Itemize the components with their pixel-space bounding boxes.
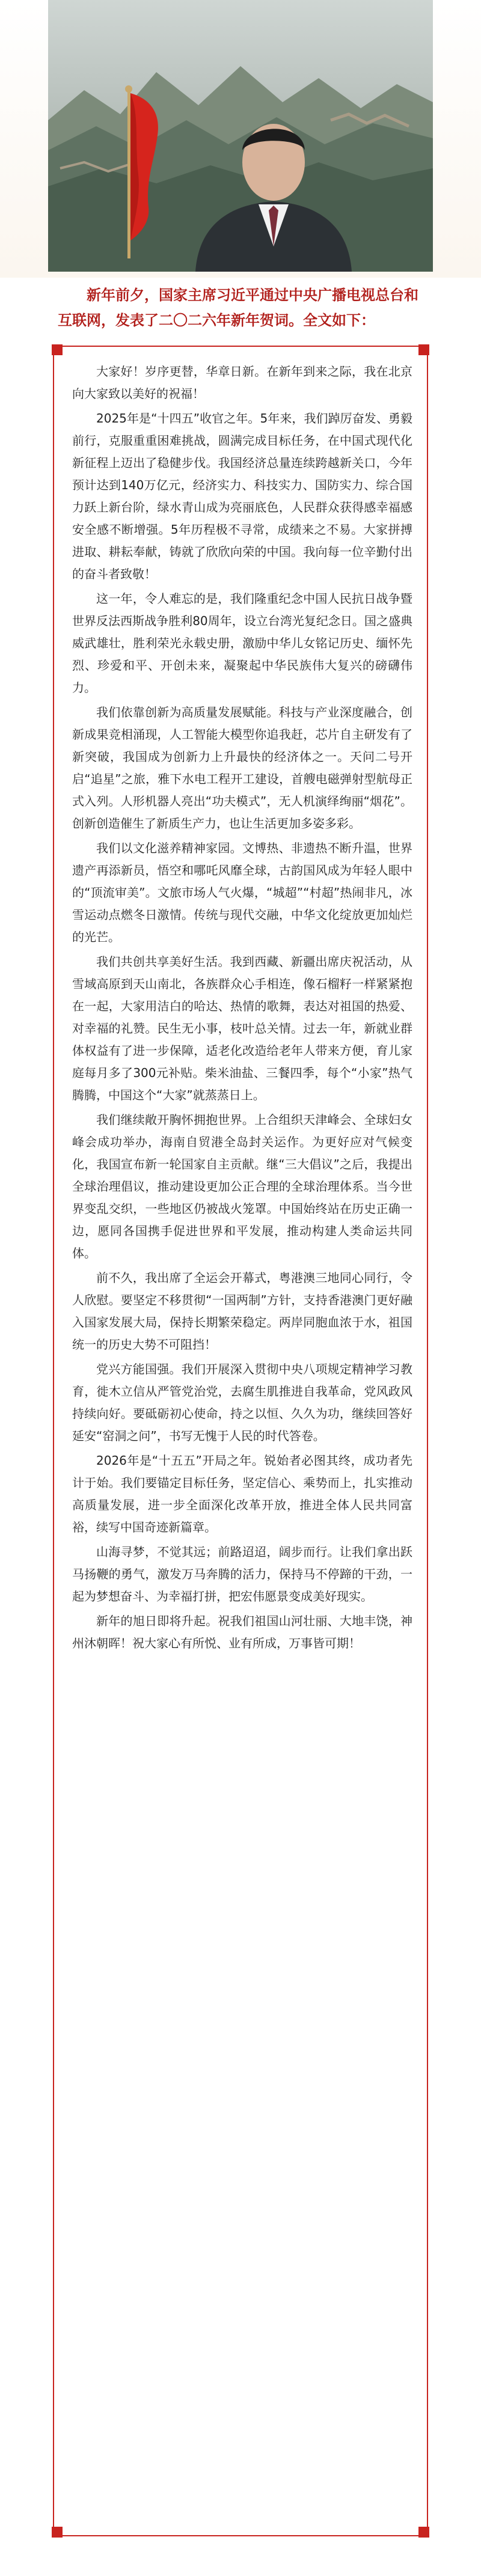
article-paragraph: 我们以文化滋养精神家园。文博热、非遗热不断升温，世界遗产再添新员，悟空和哪吒风靡全球，古韵国风成为年轻人眼中的“顶流审美”。文旅市场人气火爆，“城超”“村超”热闹非凡，冰雪运动点燃冬日激情。传统与现代交融，中华文化绽放更加灿烂的光芒。 xyxy=(72,841,412,944)
frame-corner-decoration xyxy=(52,2527,63,2538)
article-paragraph: 前不久，我出席了全运会开幕式，粤港澳三地同心同行，令人欣慰。要坚定不移贯彻“一国两制”方针，支持香港澳门更好融入国家发展大局，保持长期繁荣稳定。两岸同胞血浓于水，祖国统一的历史大势不可阻挡！ xyxy=(72,1271,412,1352)
greeting-photo xyxy=(48,0,433,272)
article-paragraph: 山海寻梦，不觉其远；前路迢迢，阔步而行。让我们拿出跃马扬鞭的勇气，激发万马奔腾的活力，保持马不停蹄的干劲，一起为梦想奋斗、为幸福打拼，把宏伟愿景变成美好现实。 xyxy=(72,1545,412,1604)
article-paragraph: 新年的旭日即将升起。祝我们祖国山河壮丽、大地丰饶，神州沐朝晖！祝大家心有所悦、业有所成，万事皆可期！ xyxy=(72,1614,412,1650)
frame-corner-decoration xyxy=(52,344,63,355)
article-paragraph: 2025年是“十四五”收官之年。5年来，我们踔厉奋发、勇毅前行，克服重重困难挑战，圆满完成目标任务，在中国式现代化新征程上迈出了稳健步伐。我国经济总量连续跨越新关口，今年预计达到140万亿元，经济实力、科技实力、国防实力、综合国力跃上新台阶，绿水青山成为亮丽底色，人民群众获得感幸福感安全感不断增强。5年历程极不寻常，成绩来之不易。大家拼搏进取、耕耘奉献，铸就了欣欣向荣的中国。我向每一位辛勤付出的奋斗者致敬！ xyxy=(72,411,412,581)
intro-text: 新年前夕，国家主席习近平通过中央广播电视总台和互联网，发表了二〇二六年新年贺词。全文如下： xyxy=(58,287,418,329)
article-paragraph: 我们继续敞开胸怀拥抱世界。上合组织天津峰会、全球妇女峰会成功举办，海南自贸港全岛封关运作。为更好应对气候变化，我国宣布新一轮国家自主贡献。继“三大倡议”之后，我提出全球治理倡议，推动建设更加公正合理的全球治理体系。当今世界变乱交织，一些地区仍被战火笼罩。中国始终站在历史正确一边，愿同各国携手促进世界和平发展，推动构建人类命运共同体。 xyxy=(72,1113,412,1260)
frame-corner-decoration xyxy=(418,344,429,355)
article-paragraph: 2026年是“十五五”开局之年。锐始者必图其终，成功者先计于始。我们要锚定目标任务，坚定信心、乘势而上，扎实推动高质量发展，进一步全面深化改革开放，推进全体人民共同富裕，续写中国奇迹新篇章。 xyxy=(72,1453,412,1534)
article-paragraph: 我们依靠创新为高质量发展赋能。科技与产业深度融合，创新成果竞相涌现，人工智能大模型你追我赶，芯片自主研发有了新突破，我国成为创新力上升最快的经济体之一。天问二号开启“追星”之旅，雅下水电工程开工建设，首艘电磁弹射型航母正式入列。人形机器人亮出“功夫模式”，无人机演绎绚丽“烟花”。创新创造催生了新质生产力，也让生活更加多姿多彩。 xyxy=(72,705,412,831)
greeting-article xyxy=(72,361,412,1657)
article-paragraph: 大家好！岁序更替，华章日新。在新年到来之际，我在北京向大家致以美好的祝福！ xyxy=(72,364,412,401)
speaker-figure xyxy=(183,90,364,272)
article-paragraph: 我们共创共享美好生活。我到西藏、新疆出席庆祝活动，从雪域高原到天山南北，各族群众心手相连，像石榴籽一样紧紧抱在一起，大家用洁白的哈达、热情的歌舞，表达对祖国的热爱、对幸福的礼赞。民生无小事，枝叶总关情。过去一年，新就业群体权益有了进一步保障，适老化改造给老年人带来方便，育儿家庭每月多了300元补贴。柴米油盐、三餐四季，每个“小家”热气腾腾，中国这个“大家”就蒸蒸日上。 xyxy=(72,954,412,1102)
article-paragraph: 党兴方能国强。我们开展深入贯彻中央八项规定精神学习教育，徙木立信从严管党治党，去腐生肌推进自我革命，党风政风持续向好。要砥砺初心使命，持之以恒、久久为功，继续回答好延安“窑洞之问”，书写无愧于人民的时代答卷。 xyxy=(72,1362,412,1443)
article-paragraph: 这一年，令人难忘的是，我们隆重纪念中国人民抗日战争暨世界反法西斯战争胜利80周年，设立台湾光复纪念日。国之盛典威武雄壮，胜利荣光永载史册，激励中华儿女铭记历史、缅怀先烈、珍爱和平、开创未来，凝聚起中华民族伟大复兴的磅礴伟力。 xyxy=(72,591,412,695)
flag-icon xyxy=(91,78,176,258)
frame-corner-decoration xyxy=(418,2527,429,2538)
